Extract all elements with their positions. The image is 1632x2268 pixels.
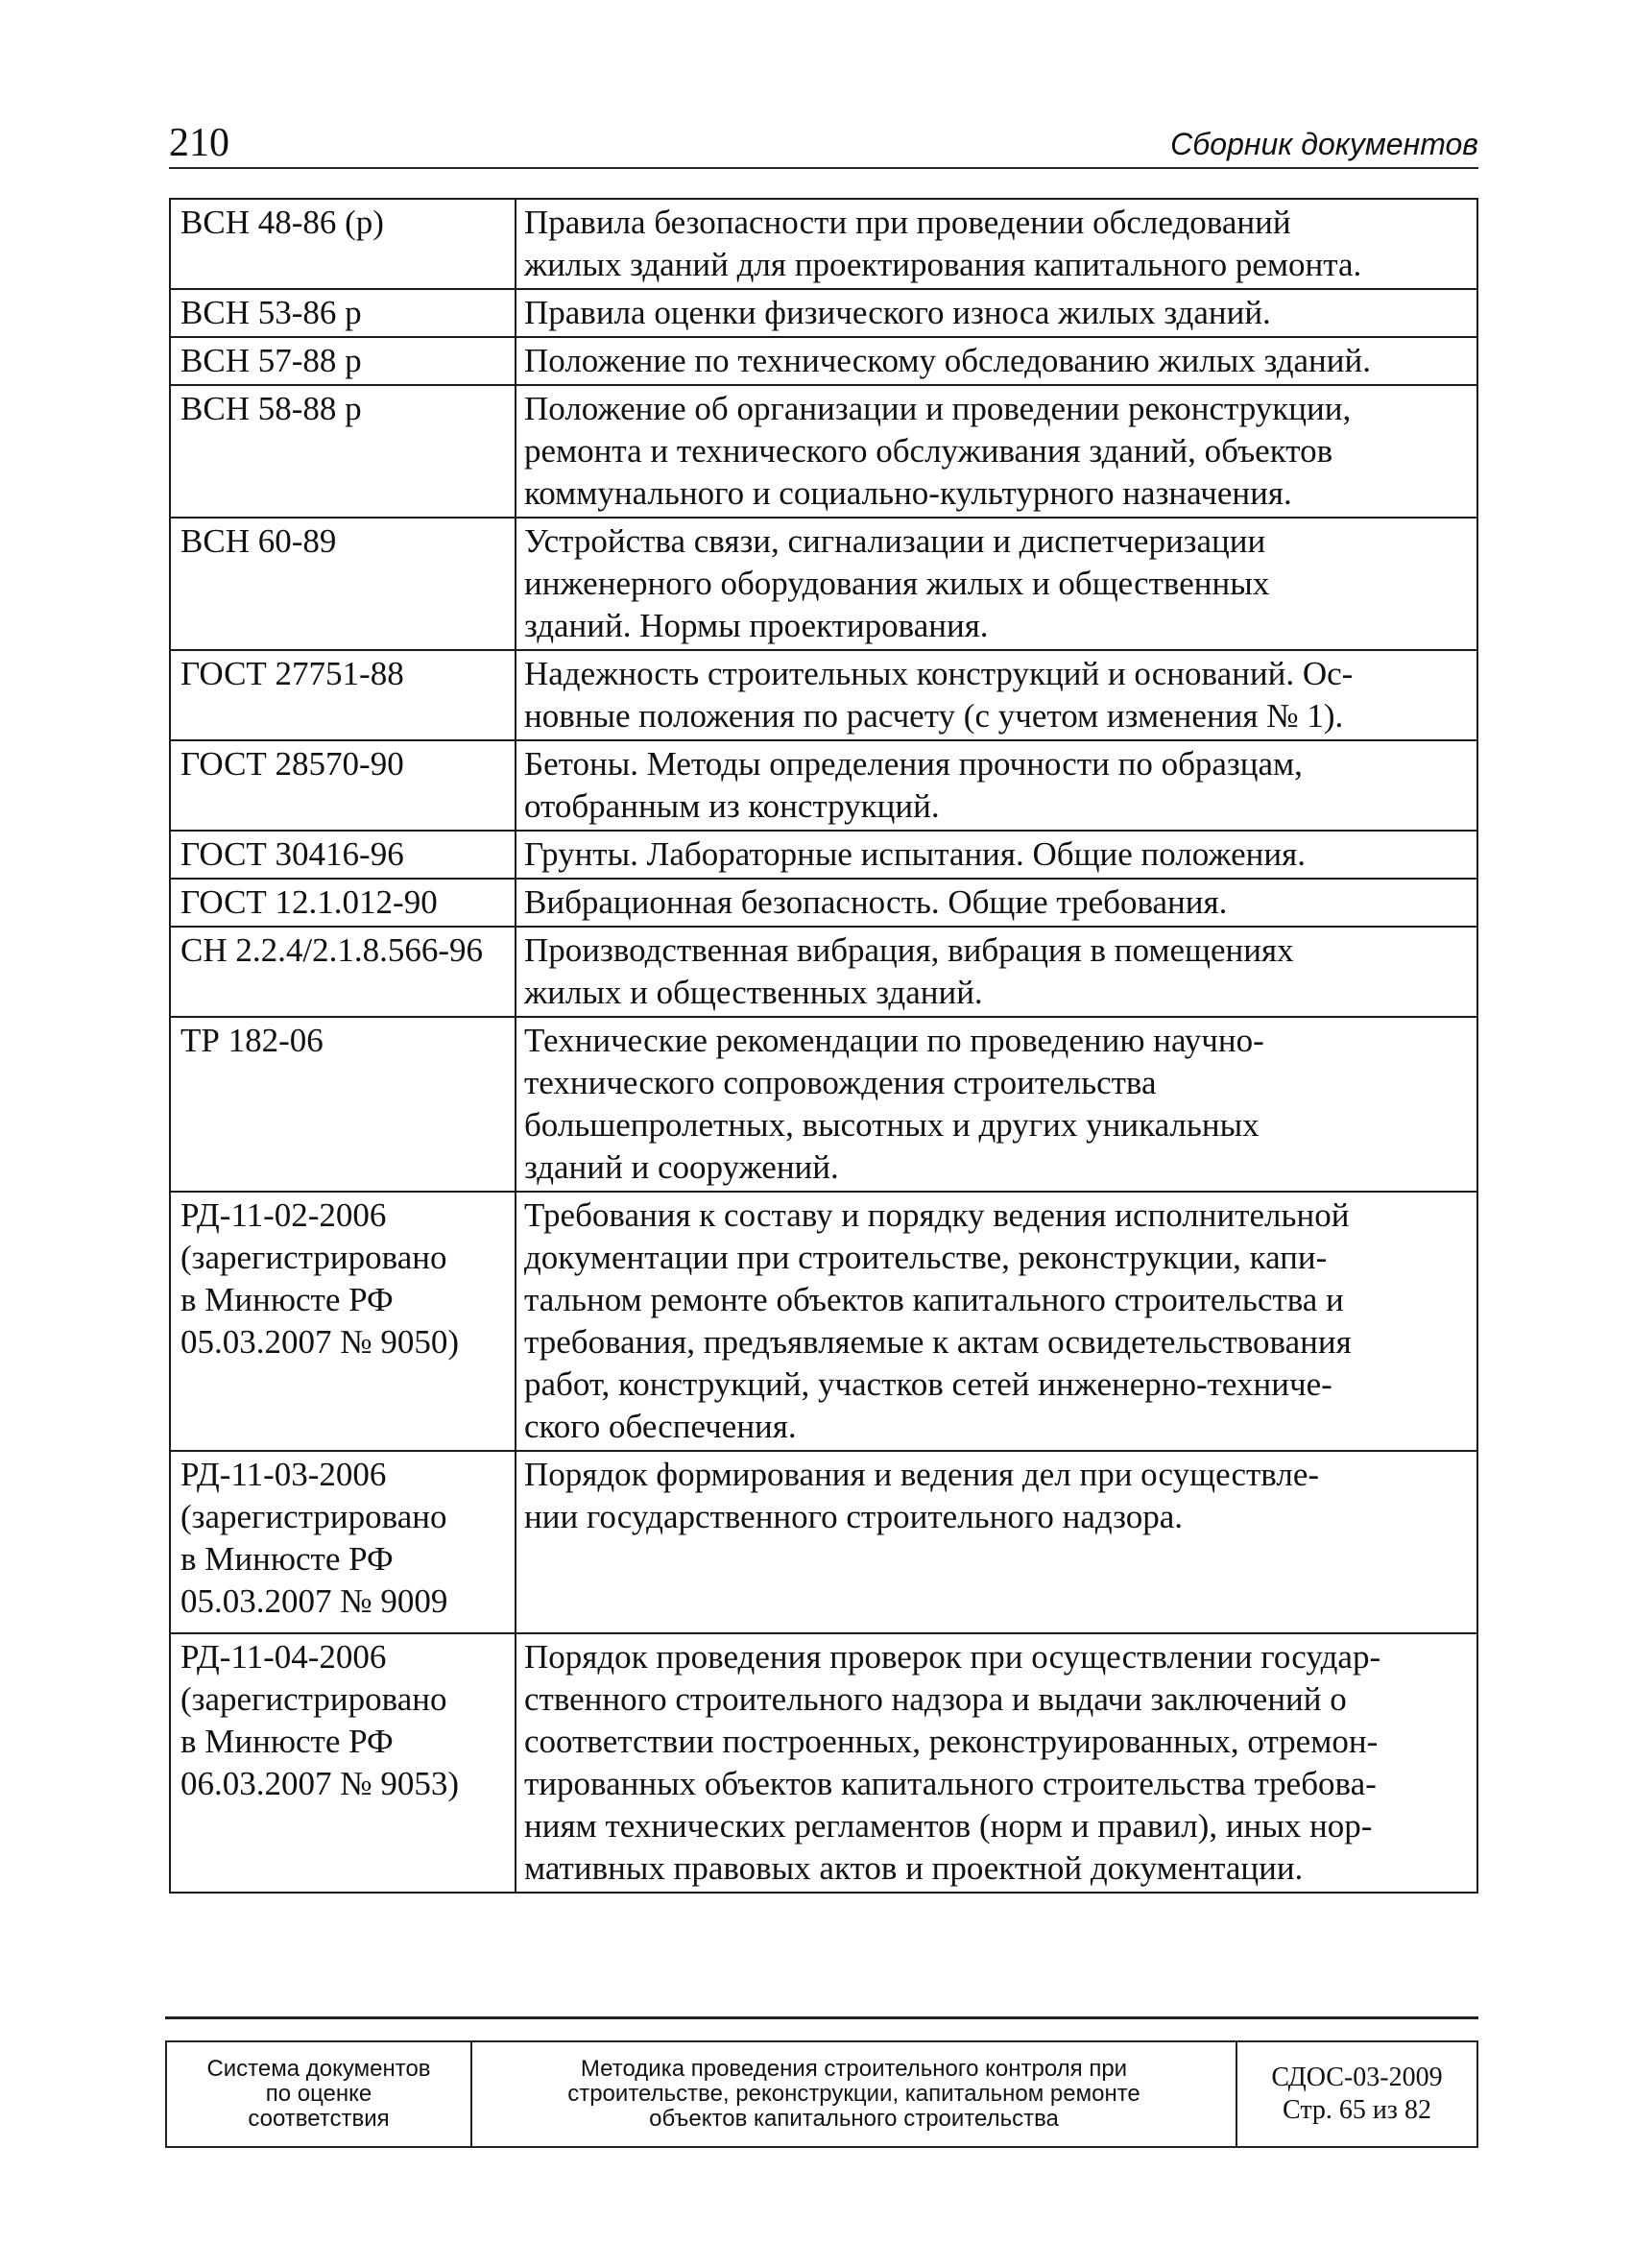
page-number: 210 (169, 121, 229, 165)
document-title: Правила оценки физического износа жилых зданий. (516, 289, 1477, 337)
table-row (170, 1633, 1477, 1893)
collection-title: Сборник документов (1170, 127, 1478, 161)
footer-method-title: Методика проведения строительного контроля при строительстве, реконструкции, капитальном ремонте объектов капитального строительства (472, 2042, 1237, 2146)
document-title: Технические рекомендации по проведению научно- технического сопровождения строительства большепролетных, высотных и других уникальных зданий и сооружений. (516, 1017, 1477, 1192)
document-title: Бетоны. Методы определения прочности по образцам, отобранным из конструкций. (516, 740, 1477, 831)
table-row (170, 927, 1477, 1017)
document-title: Правила безопасности при проведении обследований жилых зданий для проектирования капитального ремонта. (516, 199, 1477, 289)
table-row (170, 1192, 1477, 1451)
document-title: Порядок проведения проверок при осуществлении государ- ственного строительного надзора и выдачи заключений о соответствии построенных, реконструированных, отремон- тированных объектов капитального строительства требова- ниям технических регламентов (норм и правил), иных нор- мативных правовых актов и проектной документации. (516, 1633, 1477, 1893)
table-row (170, 199, 1477, 289)
table-row (170, 289, 1477, 337)
table-row (170, 1451, 1477, 1633)
footer-system-label: Система документов по оценке соответствия (167, 2042, 472, 2146)
document-code: ГОСТ 27751-88 (170, 650, 516, 740)
table-row (170, 879, 1477, 927)
document-code: СН 2.2.4/2.1.8.566-96 (170, 927, 516, 1017)
document-title: Производственная вибрация, вибрация в помещениях жилых и общественных зданий. (516, 927, 1477, 1017)
document-code: РД-11-04-2006 (зарегистрировано в Минюсте РФ 06.03.2007 № 9053) (170, 1633, 516, 1893)
document-title: Положение об организации и проведении реконструкции, ремонта и технического обслуживания зданий, объектов коммунального и социально-культурного назначения. (516, 385, 1477, 518)
documents-table (169, 198, 1478, 1894)
document-title: Грунты. Лабораторные испытания. Общие положения. (516, 831, 1477, 879)
document-code: ВСН 57-88 р (170, 337, 516, 385)
document-title: Положение по техническому обследованию жилых зданий. (516, 337, 1477, 385)
document-code: ВСН 58-88 р (170, 385, 516, 518)
table-row (170, 337, 1477, 385)
document-title: Устройства связи, сигнализации и диспетчеризации инженерного оборудования жилых и общественных зданий. Нормы проектирования. (516, 518, 1477, 650)
table-row (170, 740, 1477, 831)
document-title: Вибрационная безопасность. Общие требования. (516, 879, 1477, 927)
document-code: ВСН 60-89 (170, 518, 516, 650)
document-code: ВСН 48-86 (р) (170, 199, 516, 289)
table-row (170, 1017, 1477, 1192)
document-code: ТР 182-06 (170, 1017, 516, 1192)
table-row (170, 831, 1477, 879)
document-title: Надежность строительных конструкций и оснований. Ос- новные положения по расчету (с учетом изменения № 1). (516, 650, 1477, 740)
document-code: РД-11-03-2006 (зарегистрировано в Минюсте РФ 05.03.2007 № 9009 (170, 1451, 516, 1633)
page-header (169, 113, 1478, 169)
document-code: РД-11-02-2006 (зарегистрировано в Минюсте РФ 05.03.2007 № 9050) (170, 1192, 516, 1451)
table-row (170, 518, 1477, 650)
document-code: ВСН 53-86 р (170, 289, 516, 337)
document-code: ГОСТ 30416-96 (170, 831, 516, 879)
footer-divider (165, 2016, 1478, 2019)
document-code: ГОСТ 12.1.012-90 (170, 879, 516, 927)
table-row (170, 385, 1477, 518)
footer-document-id: СДОС-03-2009 Стр. 65 из 82 (1271, 2063, 1443, 2125)
page-footer (165, 2040, 1478, 2148)
document-title: Порядок формирования и ведения дел при осуществле- нии государственного строительного надзора. (516, 1451, 1477, 1633)
document-title: Требования к составу и порядку ведения исполнительной документации при строительстве, реконструкции, капи- тальном ремонте объектов капитального строительства и требования, предъявляемые к актам освидетельствования работ, конструкций, участков сетей инженерно-техниче- ского обеспечения. (516, 1192, 1477, 1451)
document-code: ГОСТ 28570-90 (170, 740, 516, 831)
table-row (170, 650, 1477, 740)
